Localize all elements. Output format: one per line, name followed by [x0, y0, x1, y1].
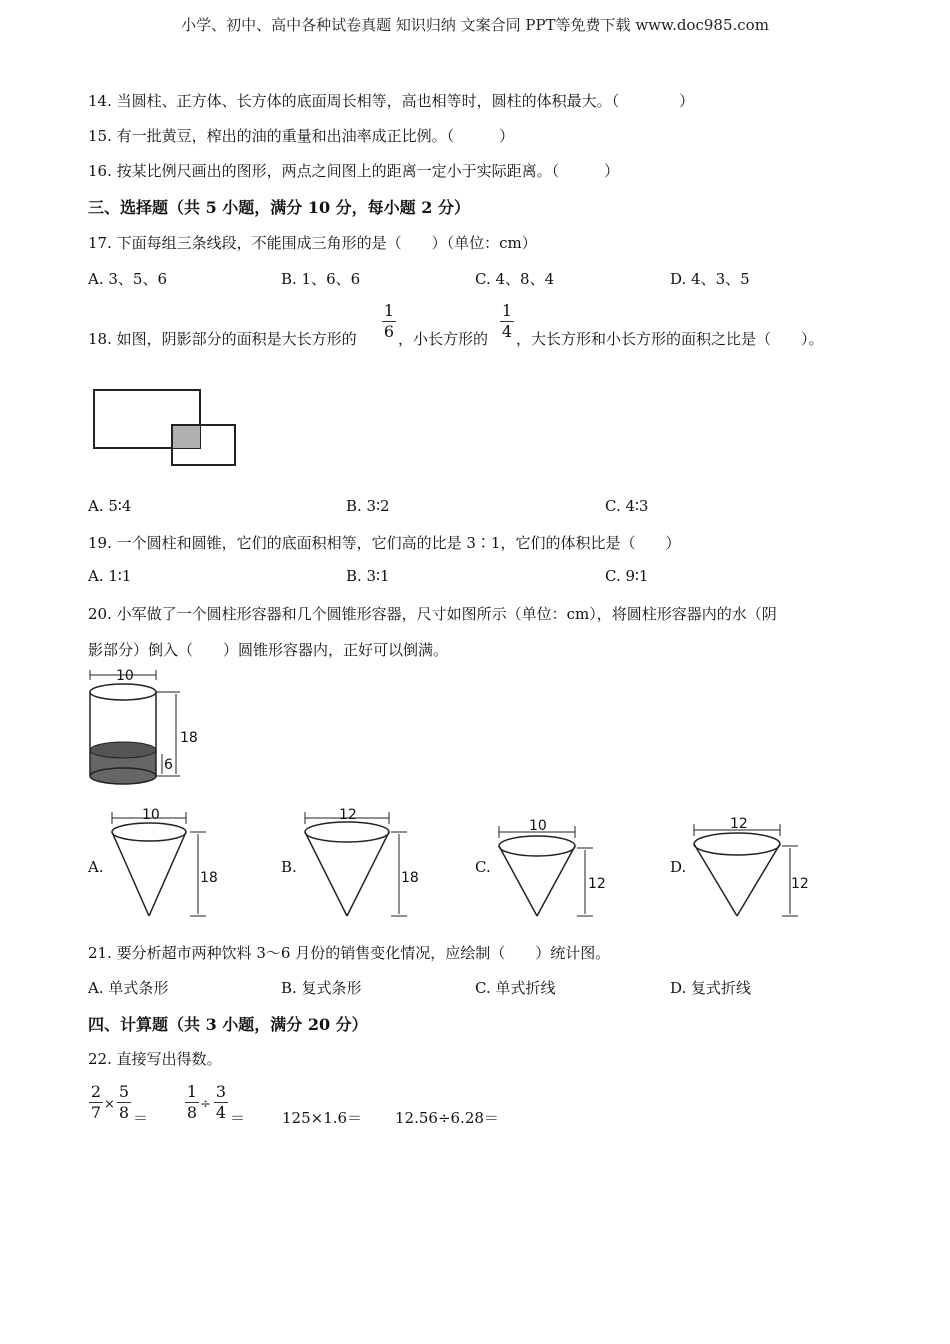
question-22: 22. 直接写出得数。: [88, 1050, 222, 1068]
cone-c-diameter-label: 10: [529, 818, 547, 834]
cone-d-diameter-label: 12: [730, 816, 748, 832]
cone-c-height-label: 12: [588, 876, 606, 892]
q20-option-d-label: D.: [670, 858, 687, 876]
q18-fraction-2-denominator: 4: [501, 322, 513, 341]
cone-a-figure: [110, 806, 220, 921]
e2-fraction-1: [185, 1083, 199, 1122]
e2-fraction-2: [214, 1083, 228, 1122]
cone-a-height-label: 18: [200, 870, 218, 886]
e1-equals: ＝: [133, 1109, 149, 1127]
q17-option-b: B. 1、6、6: [281, 270, 361, 288]
question-14: 14. 当圆柱、正方体、长方体的底面周长相等，高也相等时，圆柱的体积最大。（ ）: [88, 92, 695, 110]
q20-option-c-label: C.: [475, 858, 491, 876]
e1-operator: ×: [104, 1097, 115, 1112]
q18-fraction-1-denominator: 6: [383, 322, 395, 341]
cone-b-height-label: 18: [401, 870, 419, 886]
cylinder-water-label: 6: [164, 757, 173, 773]
q18-option-c: C. 4∶3: [605, 497, 649, 515]
q17-option-c: C. 4、8、4: [475, 270, 555, 288]
cone-b-diameter-label: 12: [339, 807, 357, 823]
e2-numerator-2: 3: [215, 1082, 227, 1101]
q20-option-a-label: A.: [88, 858, 104, 876]
e1-denominator-2: 8: [118, 1103, 130, 1122]
e2-equals: ＝: [230, 1109, 246, 1127]
q19-option-c: C. 9∶1: [605, 567, 649, 585]
e2-numerator-1: 1: [186, 1082, 198, 1101]
shaded-overlap: [172, 425, 200, 448]
q21-option-c: C. 单式折线: [475, 979, 556, 997]
q18-option-a: A. 5∶4: [88, 497, 132, 515]
q18-fraction-2-numerator: 1: [501, 301, 513, 320]
question-15: 15. 有一批黄豆，榨出的油的重量和出油率成正比例。（ ）: [88, 127, 515, 145]
page-header: 小学、初中、高中各种试卷真题 知识归纳 文案合同 PPT等免费下载 www.doc985.com: [181, 16, 769, 34]
question-19: 19. 一个圆柱和圆锥，它们的底面积相等，它们高的比是 3∶1，它们的体积比是（ ）: [88, 534, 681, 552]
e2-operator: ÷: [200, 1097, 211, 1112]
question-20-line1: 20. 小军做了一个圆柱形容器和几个圆锥形容器，尺寸如图所示（单位：cm），将圆柱形容器内的水（阴: [88, 605, 777, 623]
q19-option-b: B. 3∶1: [346, 567, 390, 585]
q21-option-d: D. 复式折线: [670, 979, 752, 997]
e3-expression: 125×1.6＝: [282, 1109, 363, 1127]
q21-option-b: B. 复式条形: [281, 979, 362, 997]
cylinder-diameter-label: 10: [116, 668, 134, 684]
e1-fraction-2: [117, 1083, 131, 1122]
q18-fraction-1: [382, 302, 396, 341]
q21-option-a: A. 单式条形: [88, 979, 169, 997]
cone-c-figure: [497, 814, 612, 924]
e1-numerator-1: 2: [90, 1082, 102, 1101]
cone-d-figure: [692, 812, 817, 924]
cone-d-height-label: 12: [791, 876, 809, 892]
question-18-part1: 18. 如图，阴影部分的面积是大长方形的: [88, 330, 357, 348]
question-17: 17. 下面每组三条线段，不能围成三角形的是（ ）（单位：cm）: [88, 234, 537, 252]
q18-fraction-2: [500, 302, 514, 341]
section-4-title: 四、计算题（共 3 小题，满分 20 分）: [88, 1015, 368, 1034]
e1-fraction-1: [89, 1083, 103, 1122]
cone-b-figure: [303, 806, 418, 921]
e4-expression: 12.56÷6.28＝: [395, 1109, 499, 1127]
q20-option-b-label: B.: [281, 858, 297, 876]
e2-denominator-2: 4: [215, 1103, 227, 1122]
e1-numerator-2: 5: [118, 1082, 130, 1101]
q17-option-a: A. 3、5、6: [88, 270, 167, 288]
question-20-line2: 影部分）倒入（ ）圆锥形容器内，正好可以倒满。: [88, 641, 449, 659]
cylinder-height-label: 18: [180, 730, 198, 746]
question-21: 21. 要分析超市两种饮料 3～6 月份的销售变化情况，应绘制（ ）统计图。: [88, 944, 611, 962]
q18-rectangles-figure: [90, 385, 240, 470]
question-18-part3: ，大长方形和小长方形的面积之比是（ ）。: [516, 330, 824, 348]
section-3-title: 三、选择题（共 5 小题，满分 10 分，每小题 2 分）: [88, 198, 470, 217]
cylinder-figure: [84, 668, 214, 790]
q18-option-b: B. 3∶2: [346, 497, 390, 515]
q18-fraction-1-numerator: 1: [383, 301, 395, 320]
cone-a-diameter-label: 10: [142, 807, 160, 823]
e2-denominator-1: 8: [186, 1103, 198, 1122]
question-16: 16. 按某比例尺画出的图形，两点之间图上的距离一定小于实际距离。（ ）: [88, 162, 620, 180]
q17-option-d: D. 4、3、5: [670, 270, 750, 288]
question-18-part2: ，小长方形的: [398, 330, 489, 348]
q19-option-a: A. 1∶1: [88, 567, 132, 585]
e1-denominator-1: 7: [90, 1103, 102, 1122]
